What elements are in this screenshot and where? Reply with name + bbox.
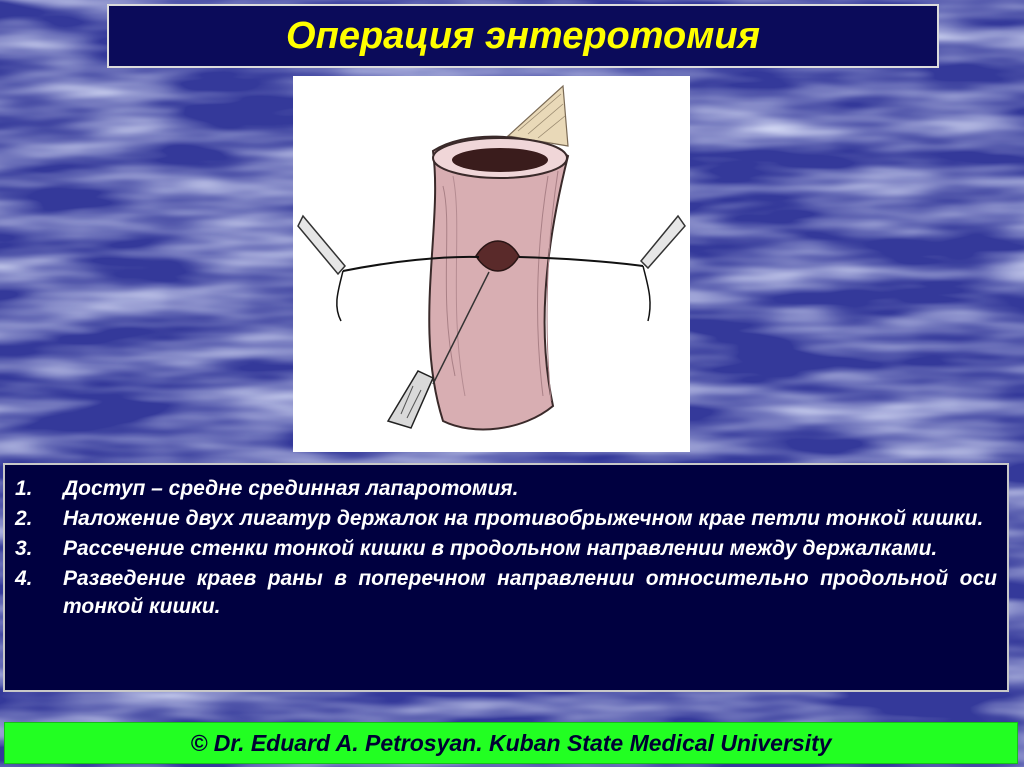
slide-title: Операция энтеротомия <box>286 14 760 57</box>
steps-list <box>15 475 997 621</box>
step-item <box>15 535 997 563</box>
step-number: 3. <box>15 537 33 560</box>
step-item <box>15 565 997 621</box>
step-number: 4. <box>15 567 33 590</box>
step-text: Наложение двух лигатур держалок на противобрыжечном крае петли тонкой кишки. <box>63 507 984 530</box>
intestine-enterotomy-icon <box>293 76 690 452</box>
steps-panel <box>3 463 1009 692</box>
step-text: Разведение краев раны в поперечном направлении относительно продольной оси тонкой кишки. <box>63 567 997 618</box>
step-number: 1. <box>15 477 33 500</box>
footer-banner <box>4 722 1018 764</box>
step-item <box>15 475 997 503</box>
footer-copyright: © Dr. Eduard A. Petrosyan. Kuban State Medical University <box>190 729 832 756</box>
step-text: Доступ – средне срединная лапаротомия. <box>63 477 519 500</box>
step-number: 2. <box>15 507 33 530</box>
title-box <box>107 4 939 68</box>
step-item <box>15 505 997 533</box>
enterotomy-illustration <box>293 76 690 452</box>
step-text: Рассечение стенки тонкой кишки в продольном направлении между держалками. <box>63 537 938 560</box>
